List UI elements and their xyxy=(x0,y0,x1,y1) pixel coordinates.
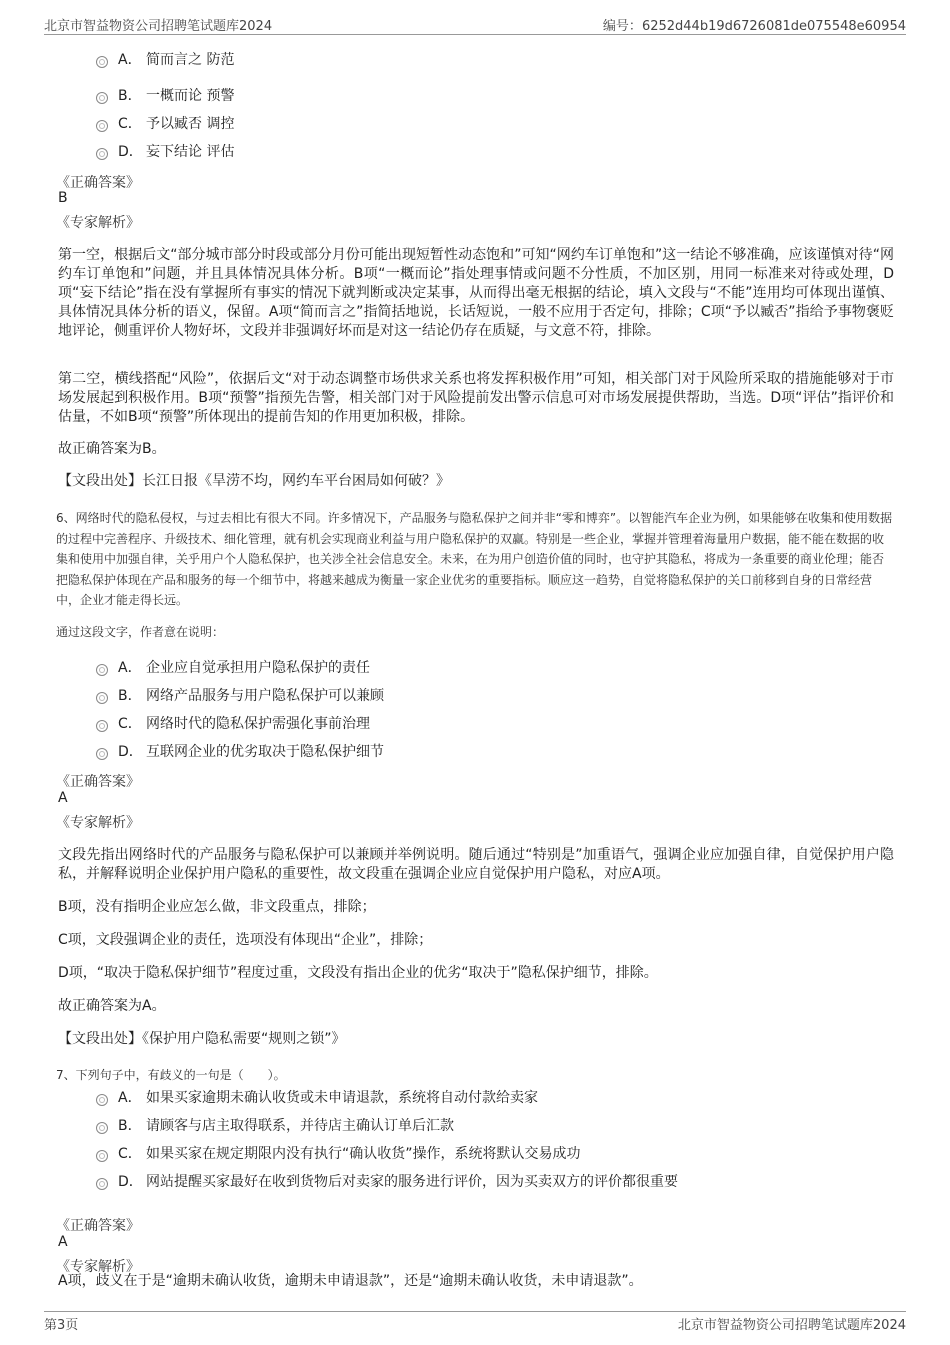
q6-option-a[interactable] xyxy=(96,657,370,677)
option-letter: A． xyxy=(118,1090,142,1106)
q7-option-b[interactable] xyxy=(96,1115,454,1135)
option-letter: C． xyxy=(118,1146,142,1162)
q6-option-c[interactable] xyxy=(96,713,370,733)
header-divider xyxy=(44,34,906,35)
radio-icon[interactable] xyxy=(96,692,108,704)
radio-icon[interactable] xyxy=(96,92,108,104)
radio-icon[interactable] xyxy=(96,1178,108,1190)
q6-analysis-d: D项，“取决于隐私保护细节”程度过重，文段没有指出企业的优劣“取决于”隐私保护细节，排除。 xyxy=(58,965,658,981)
radio-icon[interactable] xyxy=(96,148,108,160)
option-text: 妄下结论 评估 xyxy=(146,144,235,160)
q6-answer: A xyxy=(58,790,68,806)
q6-source: 【文段出处】《保护用户隐私需要“规则之锁”》 xyxy=(58,1031,346,1047)
option-text: 网站提醒买家最好在收到货物后对卖家的服务进行评价，因为买卖双方的评价都很重要 xyxy=(146,1174,678,1190)
q5-analysis-conclusion: 故正确答案为B。 xyxy=(58,441,166,457)
radio-icon[interactable] xyxy=(96,720,108,732)
q5-analysis-p1: 第一空，根据后文“部分城市部分时段或部分月份可能出现短暂性动态饱和”可知“网约车订单饱和”这一结论不够准确，应该谨慎对待“网约车订单饱和”问题，并且具体情况具体分析。B项“一概而论”指处理事情或问题不分性质，不加区别，用同一标准来对待或处理，D项“妄下结论”指在没有掌握所有事实的情况下就判断或决定某事，从而得出毫无根据的结论，填入文段与“不能”连用均可体现出谨慎、具体情况具体分析的语义，保留。A项“简而言之”指简括地说，长话短说，一般不应用于否定句，排除；C项“予以臧否”指给予事物褒贬地评论，侧重评价人物好坏，文段并非强调好坏而是对这一结论仍存在质疑，与文意不符，排除。 xyxy=(58,247,894,339)
q6-option-b[interactable] xyxy=(96,685,384,705)
q6-analysis-p1: 文段先指出网络时代的产品服务与隐私保护可以兼顾并举例说明。随后通过“特别是”加重语气，强调企业应加强自律，自觉保护用户隐私，并解释说明企业保护用户隐私的重要性，故文段重在强调企业应自觉保护用户隐私，对应A项。 xyxy=(58,847,894,882)
q6-analysis-label: 《专家解析》 xyxy=(56,815,140,831)
q5-option-b[interactable] xyxy=(96,85,234,105)
footer-page: 第3页 xyxy=(44,1318,79,1333)
q7-stem: 7、下列句子中，有歧义的一句是（ ）。 xyxy=(56,1068,286,1082)
q6-stem: 6、网络时代的隐私侵权，与过去相比有很大不同。许多情况下，产品服务与隐私保护之间并非“零和博弈”。以智能汽车企业为例，如果能够在收集和使用数据的过程中完善程序、升级技术、细化管理，就有机会实现商业利益与用户隐私保护的双赢。特别是一些企业，掌握并管理着海量用户数据，能不能在数据的收集和使用中加强自律，关乎用户个人隐私保护，也关涉全社会信息安全。未来，在为用户创造价值的同时，也守护其隐私，将成为一条重要的商业伦理；能否把隐私保护体现在产品和服务的每一个细节中，将越来越成为衡量一家企业优劣的重要指标。顺应这一趋势，自觉将隐私保护的关口前移到自身的日常经营中，企业才能走得长远。 xyxy=(56,511,893,607)
footer-divider xyxy=(44,1311,906,1312)
radio-icon[interactable] xyxy=(96,120,108,132)
option-letter: D． xyxy=(118,744,143,760)
option-text: 请顾客与店主取得联系，并待店主确认订单后汇款 xyxy=(146,1118,454,1134)
option-letter: B． xyxy=(118,1118,142,1134)
option-letter: D． xyxy=(118,144,143,160)
option-letter: C． xyxy=(118,716,142,732)
q6-option-d[interactable] xyxy=(96,741,384,761)
q6-answer-label: 《正确答案》 xyxy=(56,774,140,790)
q7-answer: A xyxy=(58,1234,68,1250)
option-letter: A． xyxy=(118,660,142,676)
option-letter: C． xyxy=(118,116,142,132)
radio-icon[interactable] xyxy=(96,748,108,760)
q7-analysis: A项，歧义在于是“逾期未确认收货，逾期未申请退款”，还是“逾期未确认收货，未申请退款”。 xyxy=(58,1273,643,1289)
option-letter: B． xyxy=(118,688,142,704)
option-letter: B． xyxy=(118,88,142,104)
q5-analysis-p2: 第二空，横线搭配“风险”，依据后文“对于动态调整市场供求关系也将发挥积极作用”可知，相关部门对于风险所采取的措施能够对于市场发展起到积极作用。B项“预警”指预先告警，相关部门对于风险提前发出警示信息可对市场发展提供帮助，当选。D项“评估”指评价和估量，不如B项“预警”所体现出的提前告知的作用更加积极，排除。 xyxy=(58,371,894,425)
q6-analysis-b: B项，没有指明企业应怎么做，非文段重点，排除； xyxy=(58,899,376,915)
option-text: 网络时代的隐私保护需强化事前治理 xyxy=(146,716,370,732)
option-text: 简而言之 防范 xyxy=(146,52,235,68)
radio-icon[interactable] xyxy=(96,56,108,68)
option-text: 予以臧否 调控 xyxy=(146,116,235,132)
radio-icon[interactable] xyxy=(96,1094,108,1106)
header-code xyxy=(603,15,906,34)
q7-option-a[interactable] xyxy=(96,1087,538,1107)
radio-icon[interactable] xyxy=(96,664,108,676)
q6-analysis-c: C项，文段强调企业的责任，选项没有体现出“企业”，排除； xyxy=(58,932,433,948)
option-text: 网络产品服务与用户隐私保护可以兼顾 xyxy=(146,688,384,704)
option-text: 如果买家在规定期限内没有执行“确认收货”操作，系统将默认交易成功 xyxy=(146,1146,581,1162)
q6-question: 通过这段文字，作者意在说明： xyxy=(56,625,225,639)
q7-answer-label: 《正确答案》 xyxy=(56,1218,140,1234)
header-title: 北京市智益物资公司招聘笔试题库2024 xyxy=(44,19,273,34)
q5-option-c[interactable] xyxy=(96,113,234,133)
q7-option-c[interactable] xyxy=(96,1143,581,1163)
q5-analysis-label: 《专家解析》 xyxy=(56,215,140,231)
radio-icon[interactable] xyxy=(96,1150,108,1162)
header-code-value: 6252d44b19d6726081de075548e60954 xyxy=(641,19,906,34)
option-text: 互联网企业的优劣取决于隐私保护细节 xyxy=(146,744,384,760)
radio-icon[interactable] xyxy=(96,1122,108,1134)
q5-option-d[interactable] xyxy=(96,141,234,161)
header-code-label: 编号： xyxy=(602,19,642,34)
q7-analysis-label: 《专家解析》 xyxy=(56,1259,140,1275)
q5-source: 【文段出处】长江日报《旱涝不均，网约车平台困局如何破？》 xyxy=(58,473,450,489)
option-text: 企业应自觉承担用户隐私保护的责任 xyxy=(146,660,370,676)
q5-answer-label: 《正确答案》 xyxy=(56,175,140,191)
q6-analysis-conclusion: 故正确答案为A。 xyxy=(58,998,166,1014)
q5-answer: B xyxy=(58,190,68,206)
option-text: 如果买家逾期未确认收货或未申请退款，系统将自动付款给卖家 xyxy=(146,1090,538,1106)
option-letter: D． xyxy=(118,1174,143,1190)
option-text: 一概而论 预警 xyxy=(146,88,235,104)
q5-option-a[interactable] xyxy=(96,49,234,69)
option-letter: A． xyxy=(118,52,142,68)
footer-title: 北京市智益物资公司招聘笔试题库2024 xyxy=(677,1318,906,1333)
q7-option-d[interactable] xyxy=(96,1171,678,1191)
